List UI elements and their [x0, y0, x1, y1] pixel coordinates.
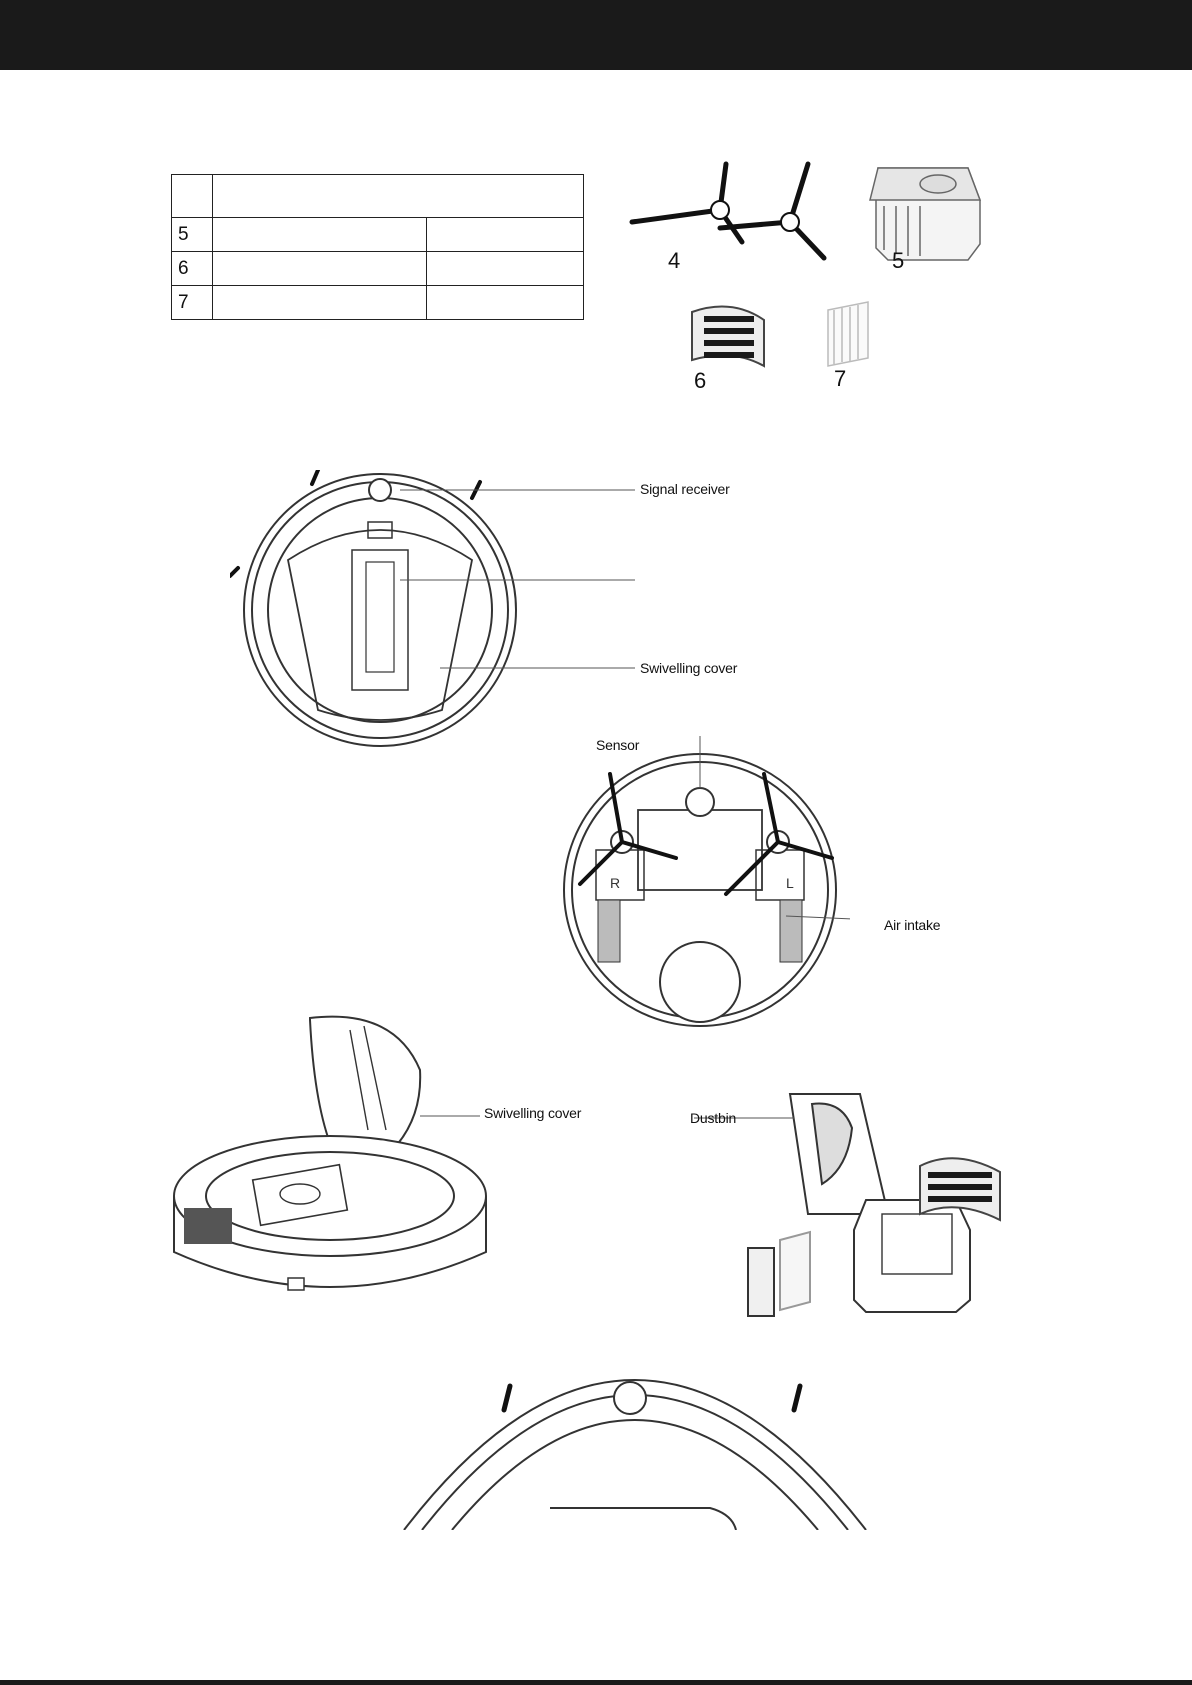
figure-digit-7: 7: [834, 366, 847, 390]
dustbin-part: [870, 168, 980, 260]
swivelling-cover-label: Swivelling cover: [640, 660, 738, 676]
figure-digit-4: 4: [668, 248, 681, 273]
open-cover-figure: [170, 1010, 490, 1310]
dustbin-figure: [690, 1080, 1010, 1320]
open-swivelling-cover-label: Swivelling cover: [484, 1105, 582, 1121]
signal-receiver-label: Signal receiver: [640, 481, 730, 497]
air-intake-label: Air intake: [884, 917, 941, 933]
table-row: [172, 252, 584, 286]
wheel-right-marker: R: [610, 875, 621, 891]
figure-digit-5: 5: [892, 248, 905, 273]
figure-digit-6: 6: [694, 368, 707, 390]
table-header-row: [172, 175, 584, 218]
table-cell: [213, 252, 427, 286]
page-footer-line: [0, 1680, 1192, 1685]
table-row: [172, 286, 584, 320]
table-row: [172, 218, 584, 252]
main-filter-part: [692, 307, 764, 366]
table-cell: [427, 286, 584, 320]
table-cell: [172, 175, 213, 218]
top-view-leader-lines: [380, 480, 640, 680]
hepa-filter-part: [828, 302, 868, 366]
table-row-number: 5: [172, 218, 213, 252]
bottom-view-figure: [550, 720, 850, 1050]
table-cell: [427, 252, 584, 286]
table-cell: [213, 218, 427, 252]
table-cell: [427, 218, 584, 252]
parts-table: [171, 174, 584, 320]
accessories-figure: [620, 150, 1000, 390]
page-header-bar: [0, 0, 1192, 70]
partial-top-view-figure: [400, 1370, 870, 1530]
table-cell: [213, 286, 427, 320]
side-brush-right: [720, 164, 824, 258]
table-cell: [213, 175, 584, 218]
dustbin-label: Dustbin: [690, 1110, 737, 1126]
table-row-number: 6: [172, 252, 213, 286]
table-row-number: 7: [172, 286, 213, 320]
wheel-left-marker: L: [786, 875, 794, 891]
sensor-label: Sensor: [596, 737, 640, 753]
